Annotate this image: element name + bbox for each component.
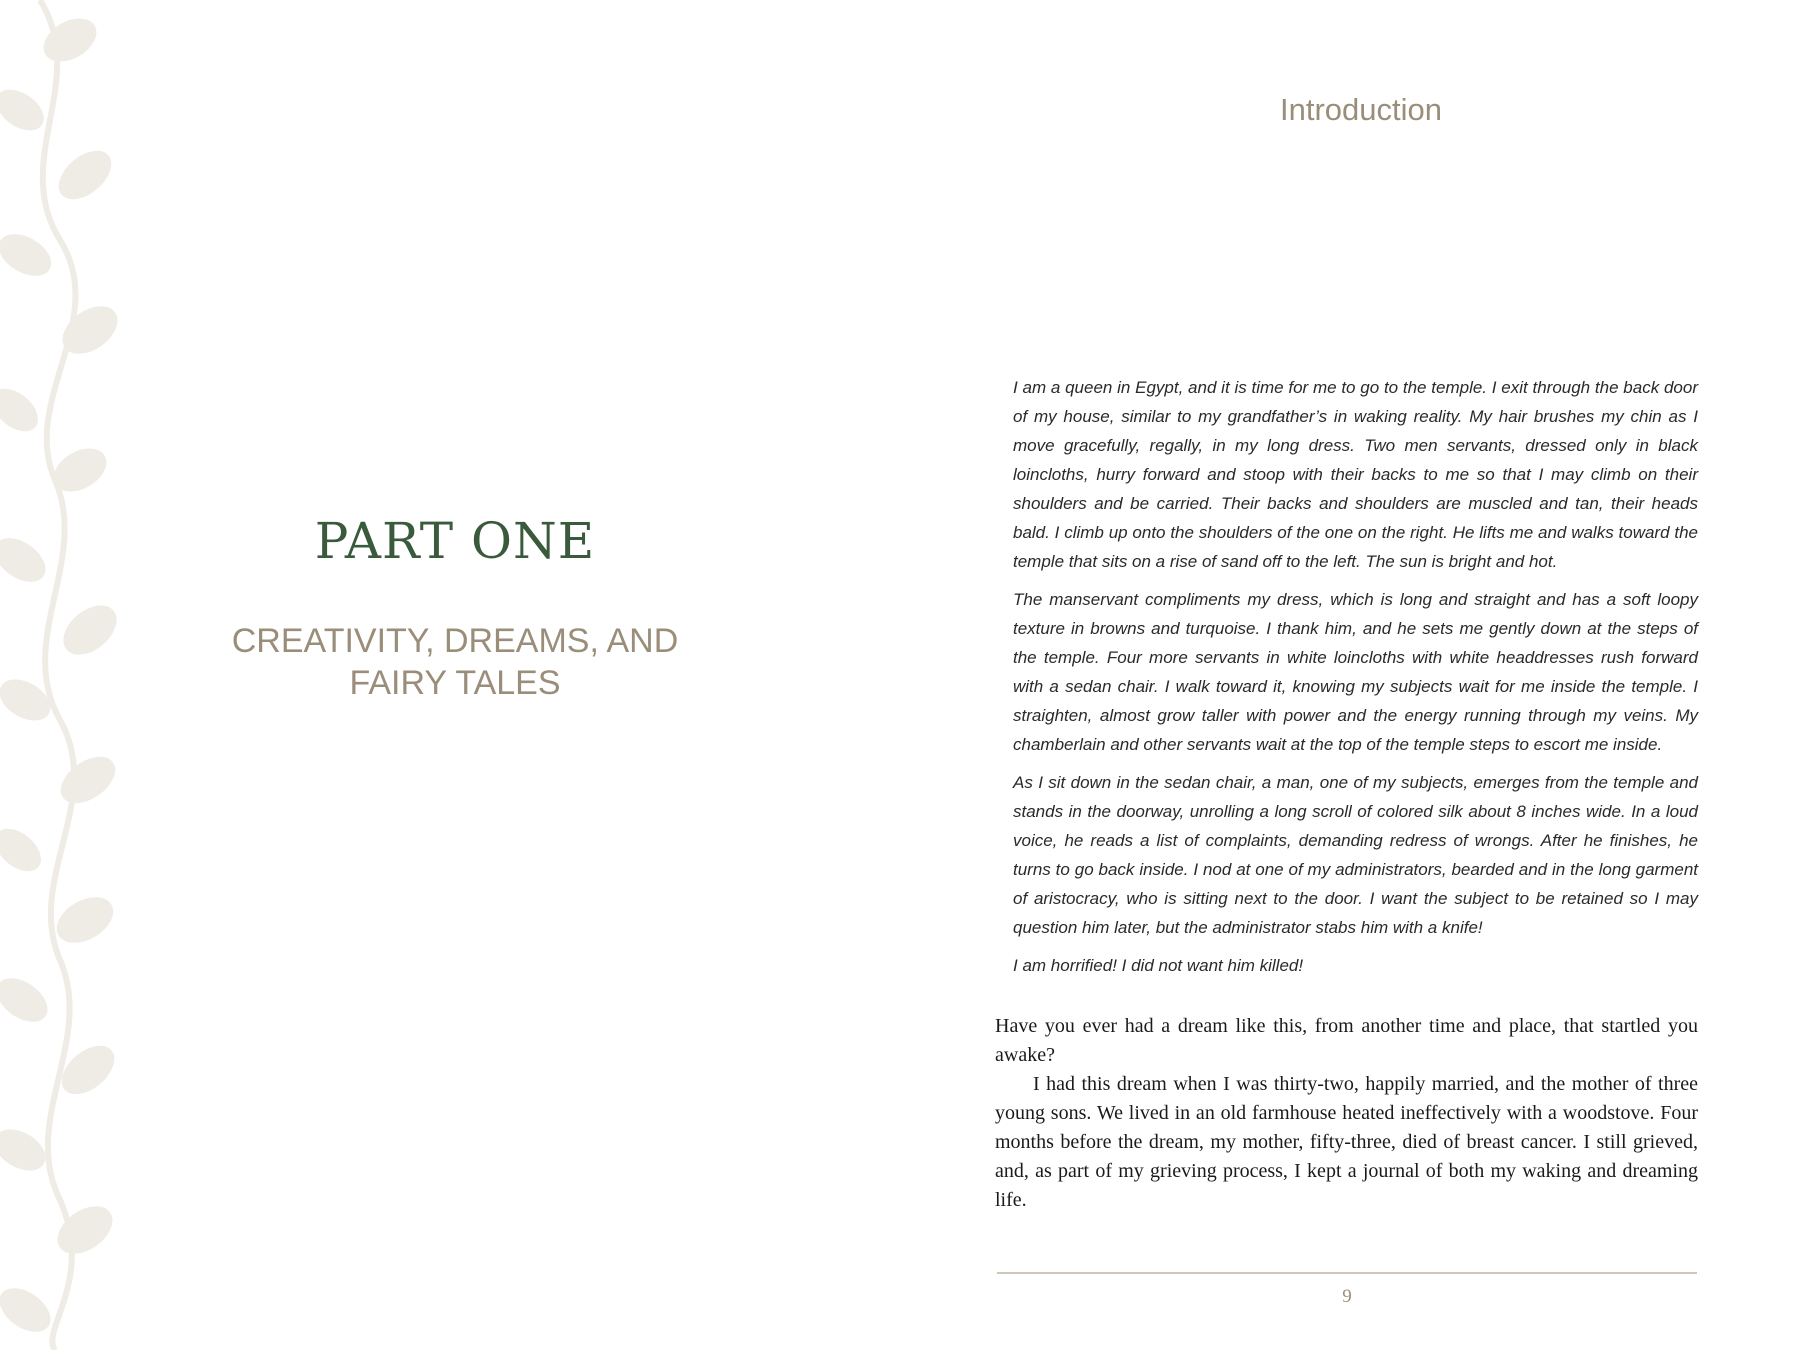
vine-ornament <box>0 0 130 1350</box>
part-subtitle <box>230 620 680 704</box>
excerpt-paragraph: The manservant compliments my dress, which is long and straight and has a soft loopy texture in browns and turquoise. I thank him, and he sets me gently down at the steps of the temple. Four more servants in white loincloths with white headdresses rush forward with a sedan chair. I walk toward it, knowing my subjects wait for me inside the temple. I straighten, almost grow taller with power and the energy running through my veins. My chamberlain and other servants wait at the top of the temple steps to escort me inside. <box>1013 590 1698 754</box>
part-subtitle-line-2: FAIRY TALES <box>349 664 561 702</box>
right-page <box>900 0 1800 1350</box>
dream-excerpt <box>1013 373 1698 989</box>
footer-rule <box>997 1272 1697 1274</box>
running-head: Introduction <box>1280 92 1442 127</box>
part-subtitle-line-1: CREATIVITY, DREAMS, AND <box>231 622 679 660</box>
body-paragraph: Have you ever had a dream like this, from another time and place, that startled you awake? <box>995 1015 1698 1066</box>
excerpt-paragraph: I am a queen in Egypt, and it is time for me to go to the temple. I exit through the back door of my house, similar to my grandfather’s in waking reality. My hair brushes my chin as I move gracefully, regally, in my long dress. Two men servants, dressed only in black loincloths, hurry forward and stoop with their backs to me so that I may climb on their shoulders and be carried. Their backs and shoulders are muscled and tan, their heads bald. I climb up onto the shoulders of the one on the right. He lifts me and walks toward the temple that sits on a rise of sand off to the left. The sun is bright and hot. <box>1013 378 1698 571</box>
page-number: 9 <box>1342 1286 1352 1307</box>
body-text <box>995 1012 1698 1215</box>
body-paragraph: I had this dream when I was thirty-two, happily married, and the mother of three young sons. We lived in an old farmhouse heated ineffectively with a woodstove. Four months before the dream, my mother, fifty-three, died of breast cancer. I still grieved, and, as part of my grieving process, I kept a journal of both my waking and dreaming life. <box>995 1073 1698 1211</box>
excerpt-paragraph: I am horrified! I did not want him killed! <box>1013 956 1304 975</box>
excerpt-paragraph: As I sit down in the sedan chair, a man, one of my subjects, emerges from the temple and stands in the doorway, unrolling a long scroll of colored silk about 8 inches wide. In a loud voice, he reads a list of complaints, demanding redress of wrongs. After he finishes, he turns to go back inside. I nod at one of my administrators, bearded and in the long garment of aristocracy, who is sitting next to the door. I want the subject to be retained so I may question him later, but the administrator stabs him with a knife! <box>1013 773 1698 937</box>
part-title: PART ONE <box>314 512 596 570</box>
